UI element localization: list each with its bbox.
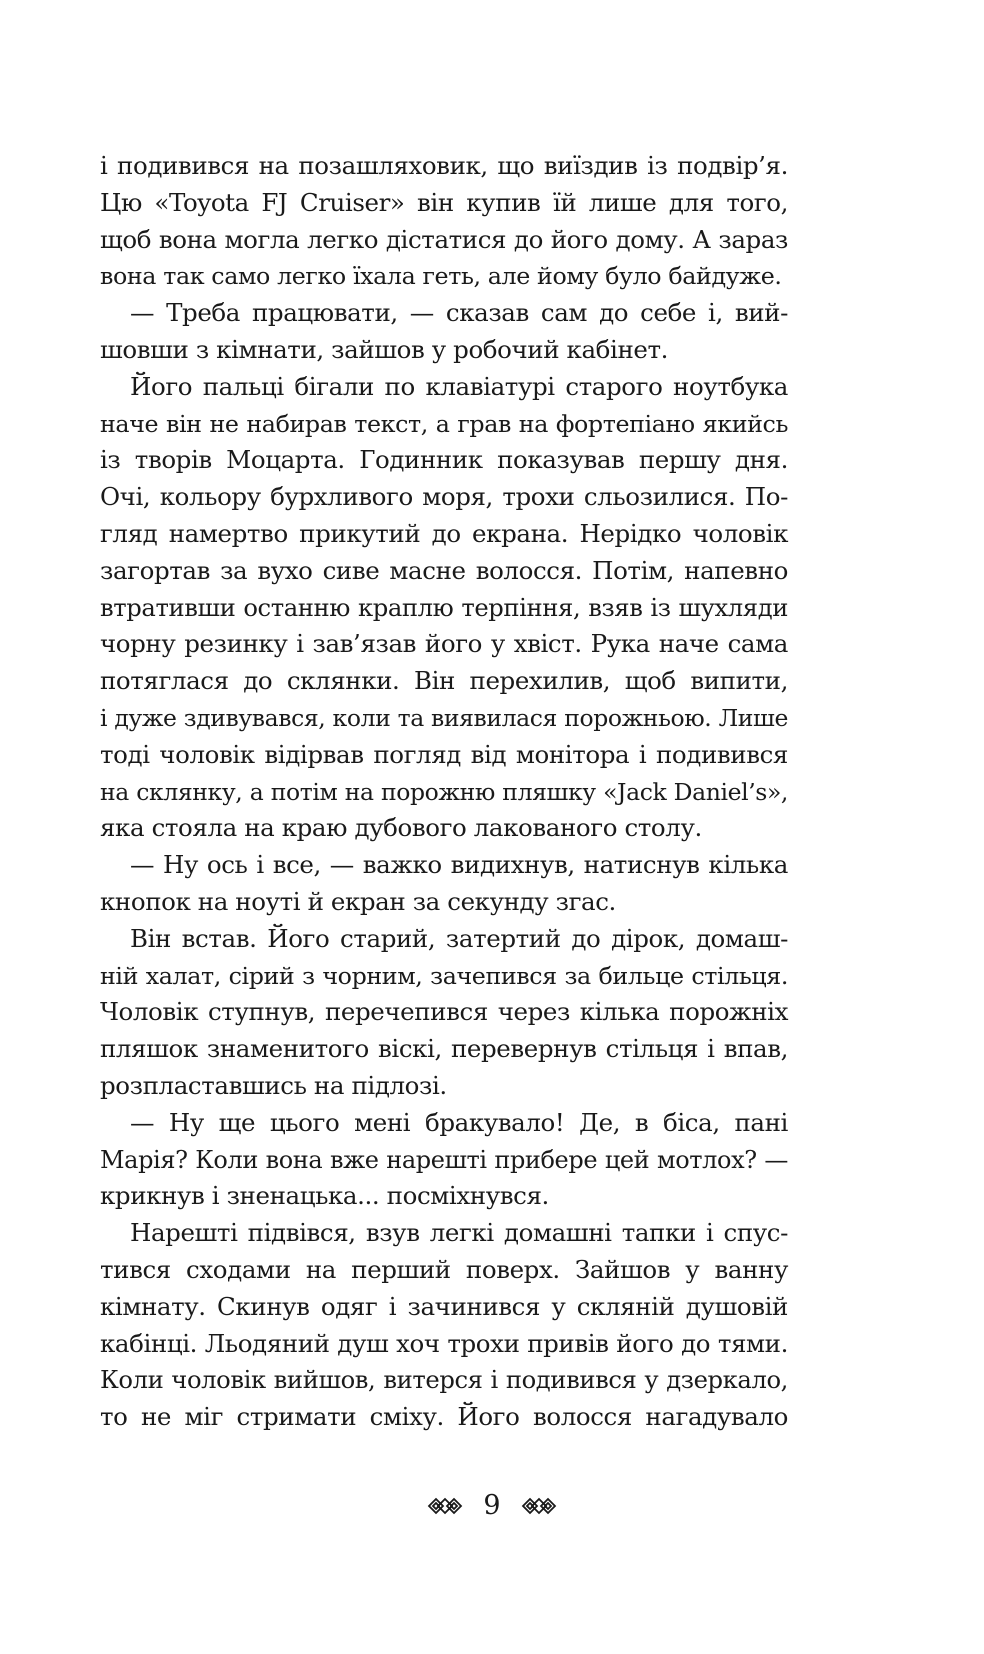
text-line: із творів Моцарта. Годинник показував першу дня. <box>100 445 788 475</box>
text-line: кімнату. Скинув одяг і зачинився у скляній душовій <box>100 1291 788 1321</box>
text-line: чорну резинку і зав’язав його у хвіст. Рука наче сама <box>100 629 788 659</box>
text-line: Він встав. Його старий, затертий до дірок, домаш- <box>130 923 788 953</box>
page-number: 9 <box>483 1490 501 1521</box>
text-line: гляд намертво прикутий до екрана. Нерідко чоловік <box>100 518 788 548</box>
text-line: і подивився на позашляховик, що виїздив із подвір’я. <box>100 151 788 180</box>
text-line: розпластавшись на підлозі. <box>100 1070 447 1100</box>
text-line: кабінці. Льодяний душ хоч трохи привів його до тями. <box>100 1328 788 1358</box>
text-line: на склянку, а потім на порожню пляшку «Jack Daniel’s», <box>100 777 788 806</box>
text-line: яка стояла на краю дубового лакованого столу. <box>100 813 702 843</box>
text-line: тився сходами на перший поверх. Зайшов у ванну <box>100 1254 788 1284</box>
text-line: Коли чоловік вийшов, витерся і подивився у дзеркало, <box>100 1365 788 1395</box>
text-line: шовши з кімнати, зайшов у робочий кабінет. <box>100 334 669 364</box>
text-line: щоб вона могла легко дістатися до його дому. А зараз <box>100 224 788 254</box>
text-line: кнопок на ноуті й екран за секунду згас. <box>100 886 616 916</box>
right-ornament-icon <box>519 1496 557 1516</box>
page-body-text <box>100 148 788 1436</box>
text-line: пляшок знаменитого віскі, перевернув стільця і впав, <box>100 1034 788 1064</box>
text-line: ній халат, сірий з чорним, зачепився за бильце стільця. <box>100 961 788 990</box>
text-line: вона так само легко їхала геть, але йому було байдуже. <box>100 262 782 291</box>
text-line: крикнув і зненацька... посміхнувся. <box>100 1181 549 1211</box>
text-line: Чоловік ступнув, перечепився через кілька порожніх <box>100 997 788 1027</box>
text-line: Очі, кольору бурхливого моря, трохи сльозилися. По- <box>100 482 788 512</box>
text-line: Нарешті підвівся, взув легкі домашні тапки і спус- <box>130 1218 788 1248</box>
text-line: — Ну ось і все, — важко видихнув, натиснув кілька <box>130 850 788 880</box>
text-line: загортав за вухо сиве масне волосся. Потім, напевно <box>100 555 788 585</box>
page-footer <box>0 1486 984 1526</box>
text-line: втративши останню краплю терпіння, взяв із шухляди <box>100 592 788 622</box>
text-line: — Ну ще цього мені бракувало! Де, в біса, пані <box>130 1107 788 1137</box>
text-line: тоді чоловік відірвав погляд від монітора і подивився <box>100 739 788 769</box>
text-line: то не міг стримати сміху. Його волосся нагадувало <box>100 1402 788 1432</box>
text-line: Його пальці бігали по клавіатурі старого ноутбука <box>130 371 788 401</box>
text-line: і дуже здивувався, коли та виявилася порожньою. Лише <box>100 703 788 732</box>
text-line: Марія? Коли вона вже нарешті прибере цей мотлох? — <box>100 1145 788 1174</box>
text-line: потяглася до склянки. Він перехилив, щоб випити, <box>100 666 788 696</box>
left-ornament-icon <box>427 1496 465 1516</box>
text-line: — Треба працювати, — сказав сам до себе і, вий- <box>130 298 788 328</box>
text-line: Цю «Toyota FJ Cruiser» він купив їй лише для того, <box>100 187 788 217</box>
text-line: наче він не набирав текст, а грав на фортепіано якийсь <box>100 409 788 438</box>
